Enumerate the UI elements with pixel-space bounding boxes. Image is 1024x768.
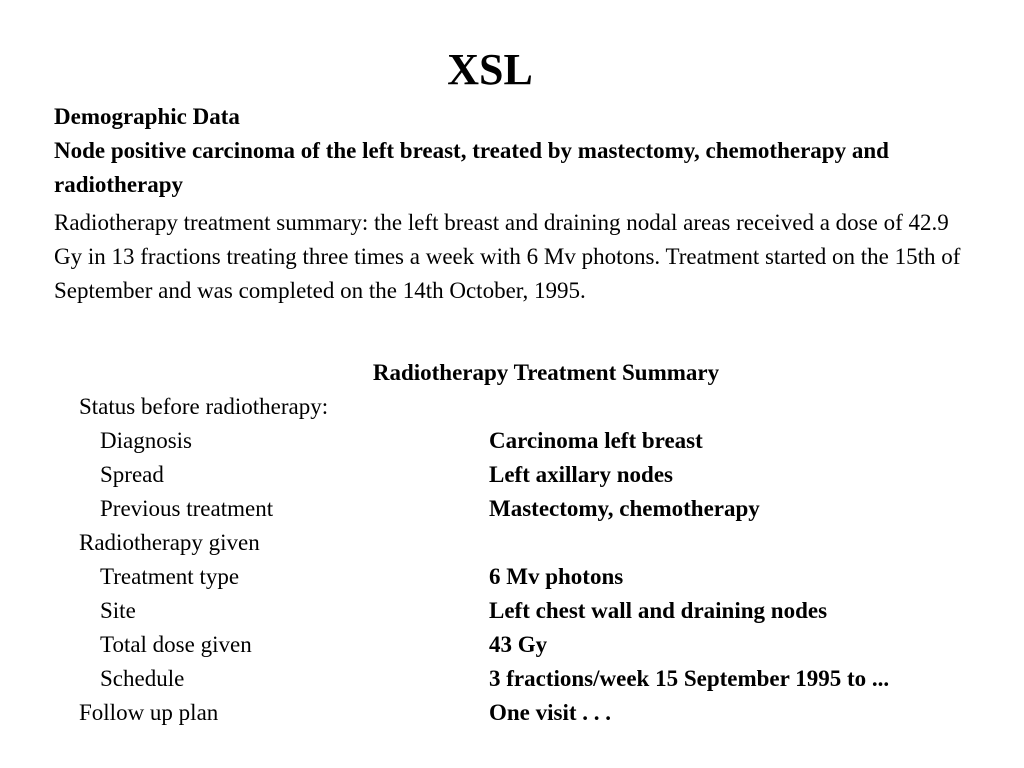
summary-row-previous-treatment — [0, 492, 1024, 526]
summary-row-site — [0, 594, 1024, 628]
section-heading: Demographic Data — [54, 104, 240, 129]
row-label: Site — [100, 598, 136, 623]
summary-row-schedule — [0, 662, 1024, 696]
summary-row-diagnosis — [0, 424, 1024, 458]
row-value: 6 Mv photons — [489, 564, 624, 589]
summary-row-status-before — [0, 390, 1024, 424]
row-label: Treatment type — [100, 564, 240, 589]
slide-title: XSL — [447, 45, 533, 94]
summary-title: Radiotherapy Treatment Summary — [372, 360, 720, 385]
row-value: Carcinoma left breast — [489, 428, 703, 453]
summary-row-treatment-type — [0, 560, 1024, 594]
row-label: Total dose given — [100, 632, 252, 657]
case-description: Node positive carcinoma of the left breast, treated by mastectomy, chemotherapy and radiotherapy — [54, 138, 889, 197]
row-label: Schedule — [100, 666, 185, 691]
row-label: Follow up plan — [79, 700, 219, 725]
row-label: Diagnosis — [100, 428, 192, 453]
summary-row-radiotherapy-given — [0, 526, 1024, 560]
summary-row-total-dose — [0, 628, 1024, 662]
summary-row-spread — [0, 458, 1024, 492]
row-value: Left chest wall and draining nodes — [489, 598, 828, 623]
summary-row-follow-up — [0, 696, 1024, 730]
row-value: 43 Gy — [489, 632, 548, 657]
row-label: Previous treatment — [100, 496, 274, 521]
row-label: Status before radiotherapy: — [79, 394, 329, 419]
row-value: Mastectomy, chemotherapy — [489, 496, 760, 521]
row-value: Left axillary nodes — [489, 462, 673, 487]
row-label: Radiotherapy given — [79, 530, 260, 555]
summary-table — [0, 390, 1024, 730]
row-label: Spread — [100, 462, 164, 487]
treatment-paragraph: Radiotherapy treatment summary: the left breast and draining nodal areas received a dose of 42.9 Gy in 13 fractions treating three times a week with 6 Mv photons. Treatment started on the 15th of September and was completed on the 14th October, 1995. — [54, 210, 961, 303]
row-value: One visit . . . — [489, 700, 612, 725]
row-value: 3 fractions/week 15 September 1995 to ... — [489, 666, 890, 691]
